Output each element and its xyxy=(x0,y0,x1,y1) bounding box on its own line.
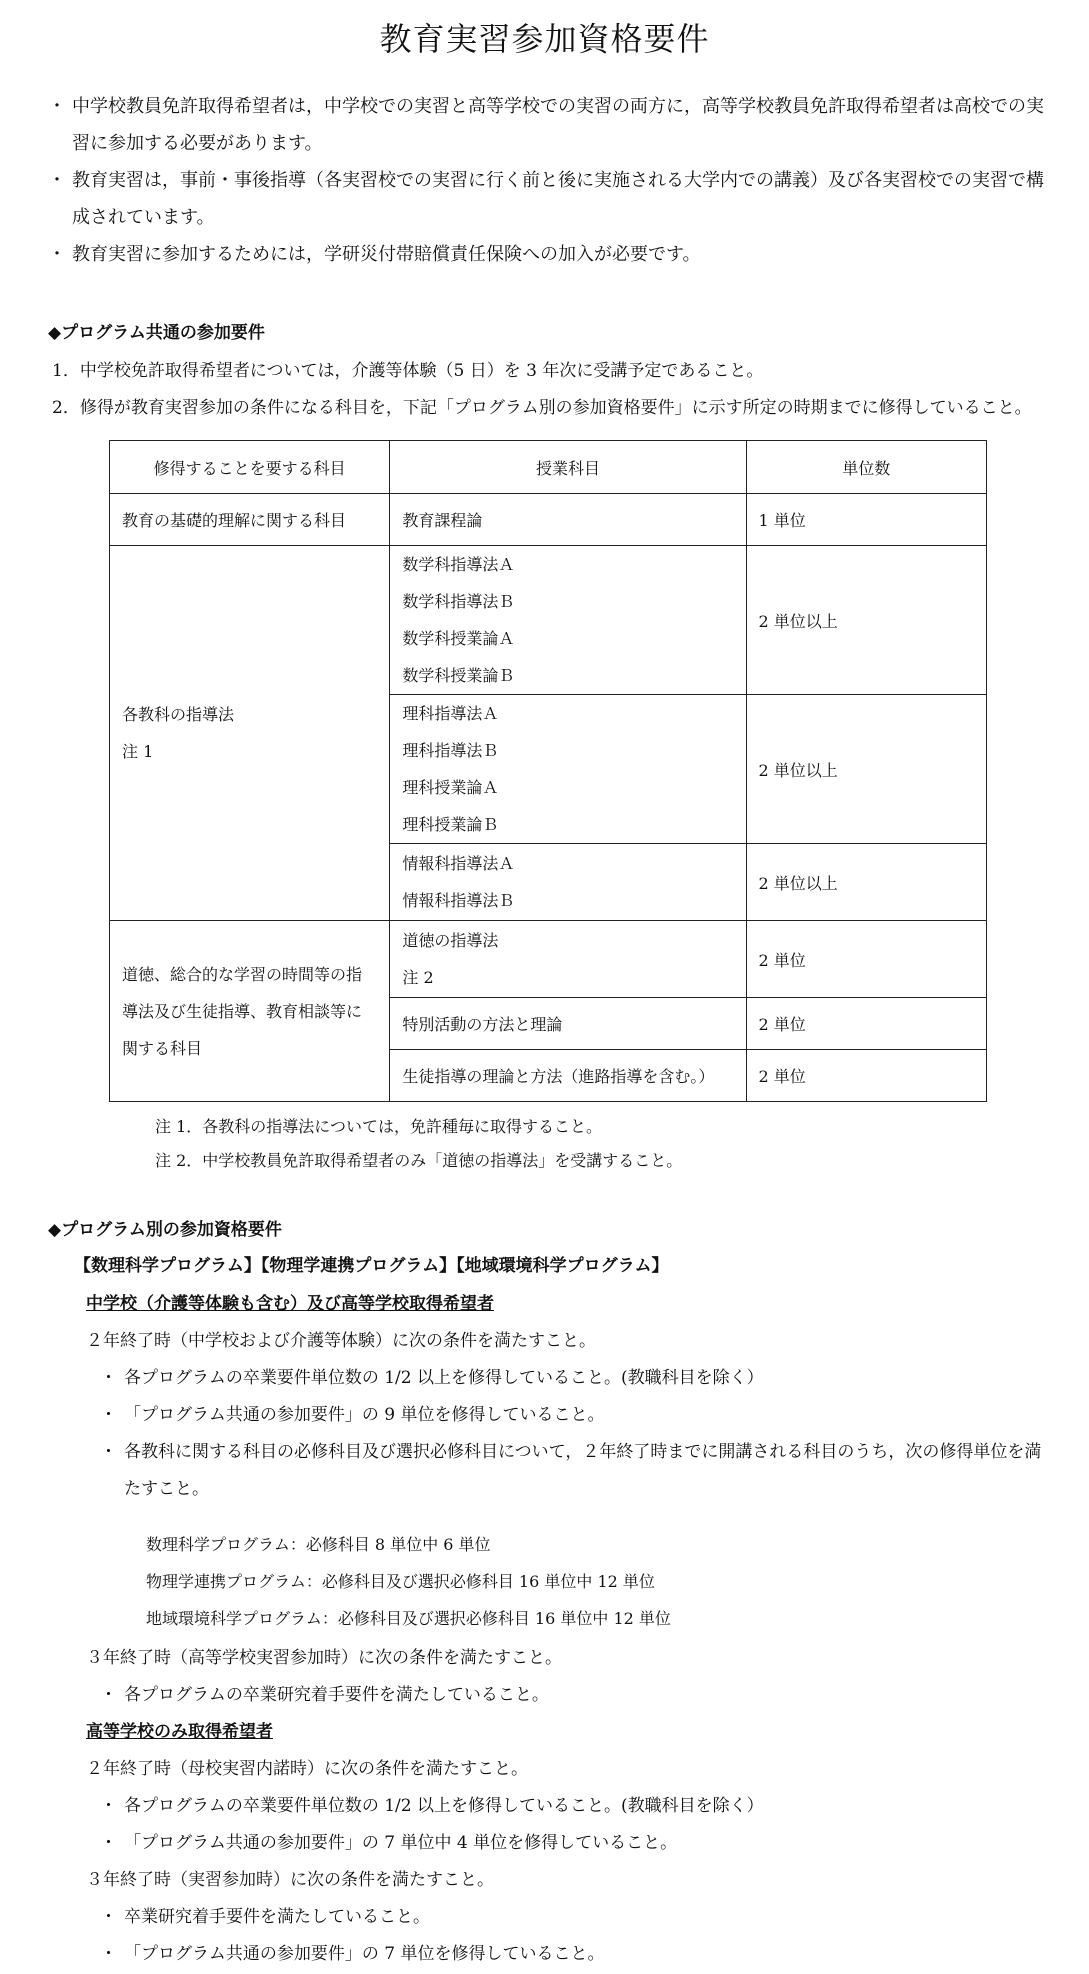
credits-cell: 2 単位 xyxy=(746,921,986,998)
course-line: 注 2 xyxy=(402,968,434,987)
table-note-2: 注 2．中学校教員免許取得希望者のみ「道徳の指導法」を受講すること。 xyxy=(155,1151,683,1170)
hs-heading: 高等学校のみ取得希望者 xyxy=(86,1722,273,1742)
course-line: 数学科授業論Ｂ xyxy=(402,666,515,685)
programs-heading: ◆プログラム別の参加資格要件 xyxy=(48,1220,282,1240)
course-cell: 特別活動の方法と理論 xyxy=(390,998,746,1050)
course-cell: 教育課程論 xyxy=(390,494,746,546)
course-line: 数学科指導法Ａ xyxy=(402,555,515,574)
jh-y3-condition: ３年終了時（高等学校実習参加時）に次の条件を満たすこと。 xyxy=(86,1648,562,1668)
table-row xyxy=(110,494,987,546)
jh-credit-line: 地域環境科学プログラム：必修科目及び選択必修科目 16 単位中 12 単位 xyxy=(146,1609,671,1628)
category-cell xyxy=(110,546,390,921)
requirements-table xyxy=(109,440,987,1102)
credits-cell: 2 単位以上 xyxy=(746,695,986,844)
table-note-1: 注 1．各教科の指導法については，免許種毎に取得すること。 xyxy=(155,1117,602,1136)
course-cell xyxy=(390,695,746,844)
common-heading: ◆プログラム共通の参加要件 xyxy=(48,323,265,343)
table-header-row xyxy=(110,441,987,494)
jh-y2-condition: ２年終了時（中学校および介護等体験）に次の条件を満たすこと。 xyxy=(86,1331,596,1351)
course-line: 道徳の指導法 xyxy=(402,931,499,950)
course-cell xyxy=(390,844,746,921)
table-header-cell: 授業科目 xyxy=(390,441,746,494)
hs-y3-item: ・ 「プログラム共通の参加要件」の 7 単位を修得していること。 xyxy=(100,1939,604,1964)
common-item-2: 2．修得が教育実習参加の条件になる科目を，下記「プログラム別の参加資格要件」に示す所定の時期までに修得していること。 xyxy=(52,398,1032,418)
table-header-cell: 修得することを要する科目 xyxy=(110,441,390,494)
category-line: 道徳、総合的な学習の時間等の指 xyxy=(122,964,363,984)
intro-list xyxy=(48,88,1058,273)
course-line: 理科指導法Ａ xyxy=(402,704,499,723)
program-names: 【数理科学プログラム】【物理学連携プログラム】【地域環境科学プログラム】 xyxy=(74,1256,669,1276)
jh-y2-item: ・ 各教科に関する科目の必修科目及び選択必修科目について，２年終了時までに開講される科目のうち，次の修得単位を満 xyxy=(100,1437,1041,1462)
jh-y2-item-cont: たすこと。 xyxy=(124,1479,209,1499)
category-line: 導法及び生徒指導、教育相談等に xyxy=(122,1001,363,1021)
jh-credit-line: 数理科学プログラム：必修科目 8 単位中 6 単位 xyxy=(146,1535,491,1554)
course-cell: 生徒指導の理論と方法（進路指導を含む。） xyxy=(390,1050,746,1102)
course-line: 情報科指導法Ａ xyxy=(402,854,515,873)
course-line: 数学科授業論Ａ xyxy=(402,629,515,648)
intro-bullet: ・ 教育実習は，事前・事後指導（各実習校での実習に行く前と後に実施される大学内での講義）及び各実習校での実習で構成されています。 xyxy=(48,162,1058,236)
credits-cell: 2 単位以上 xyxy=(746,546,986,695)
hs-y3-condition: ３年終了時（実習参加時）に次の条件を満たすこと。 xyxy=(86,1870,494,1890)
category-cell: 教育の基礎的理解に関する科目 xyxy=(110,494,390,546)
course-line: 数学科指導法Ｂ xyxy=(402,592,515,611)
table-row xyxy=(110,921,987,998)
hs-y3-item: ・ 卒業研究着手要件を満たしていること。 xyxy=(100,1902,430,1927)
course-line: 理科指導法Ｂ xyxy=(402,741,499,760)
hs-y2-item: ・ 「プログラム共通の参加要件」の 7 単位中 4 単位を修得していること。 xyxy=(100,1828,677,1853)
table-header-cell: 単位数 xyxy=(746,441,986,494)
course-cell xyxy=(390,921,746,998)
jh-credit-line: 物理学連携プログラム：必修科目及び選択必修科目 16 単位中 12 単位 xyxy=(146,1572,655,1591)
intro-bullet: ・ 教育実習に参加するためには，学研災付帯賠償責任保険への加入が必要です。 xyxy=(48,236,1058,273)
course-cell xyxy=(390,546,746,695)
category-line: 関する科目 xyxy=(122,1038,203,1058)
common-item-1: 1．中学校免許取得希望者については，介護等体験（5 日）を 3 年次に受講予定であること。 xyxy=(52,361,764,381)
course-line: 理科授業論Ｂ xyxy=(402,815,499,834)
credits-cell: 2 単位以上 xyxy=(746,844,986,921)
page-title: 教育実習参加資格要件 xyxy=(379,20,710,58)
hs-y2-item: ・ 各プログラムの卒業要件単位数の 1/2 以上を修得していること。(教職科目を除く） xyxy=(100,1791,764,1816)
jh-y3-item: ・ 各プログラムの卒業研究着手要件を満たしていること。 xyxy=(100,1680,549,1705)
hs-y2-condition: ２年終了時（母校実習内諾時）に次の条件を満たすこと。 xyxy=(86,1759,528,1779)
jh-y2-item: ・ 各プログラムの卒業要件単位数の 1/2 以上を修得していること。(教職科目を除く） xyxy=(100,1363,764,1388)
credits-cell: 2 単位 xyxy=(746,998,986,1050)
table-row xyxy=(110,546,987,695)
intro-bullet: ・ 中学校教員免許取得希望者は，中学校での実習と高等学校での実習の両方に，高等学校教員免許取得希望者は高校での実習に参加する必要があります。 xyxy=(48,88,1058,162)
course-line: 情報科指導法Ｂ xyxy=(402,891,515,910)
course-line: 理科授業論Ａ xyxy=(402,778,499,797)
jh-heading: 中学校（介護等体験も含む）及び高等学校取得希望者 xyxy=(86,1294,494,1314)
jh-y2-item: ・ 「プログラム共通の参加要件」の 9 単位を修得していること。 xyxy=(100,1400,604,1425)
credits-cell: 1 単位 xyxy=(746,494,986,546)
category-line: 各教科の指導法 xyxy=(122,705,235,724)
category-cell xyxy=(110,921,390,1102)
credits-cell: 2 単位 xyxy=(746,1050,986,1102)
category-line: 注 1 xyxy=(122,742,154,761)
